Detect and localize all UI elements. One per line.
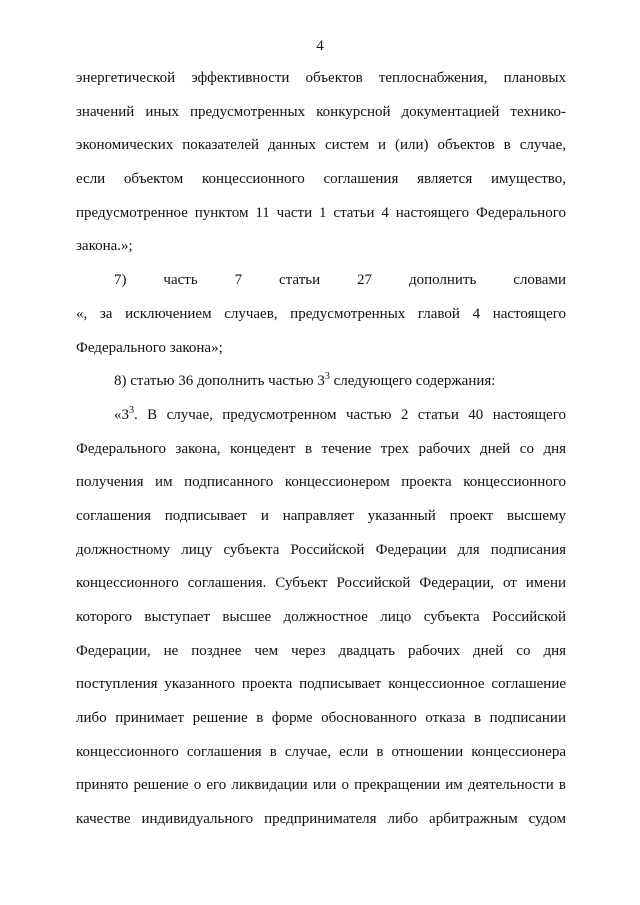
part-3-3-line: концессионного соглашения. Субъект Российской Федерации, от имени (76, 575, 566, 592)
item-8-text: 8) статью 36 дополнить частью 3 (114, 373, 325, 390)
part-3-3-text: . В случае, предусмотренном частью 2 статьи 40 настоящего (134, 406, 566, 423)
item-8-line (76, 365, 566, 399)
paragraph-line: экономических показателей данных систем и (или) объектов в случае, (76, 137, 566, 154)
part-3-3-line: получения им подписанного концессионером проекта концессионного (76, 474, 566, 491)
page-number: 4 (316, 38, 324, 54)
part-3-3-line: должностному лицу субъекта Российской Федерации для подписания (76, 541, 566, 558)
text-block-2 (76, 433, 566, 837)
paragraph-line: предусмотренное пунктом 11 части 1 статьи 4 настоящего Федерального (76, 204, 566, 221)
item-8-superscript: 3 (324, 371, 330, 383)
text-block-1 (76, 62, 566, 365)
paragraph-line: энергетической эффективности объектов теплоснабжения, плановых (76, 70, 566, 86)
part-3-3-first-line (76, 399, 566, 433)
part-3-3-line: Федерации, не позднее чем через двадцать рабочих дней со дня (76, 642, 566, 659)
paragraph-line: «, за исключением случаев, предусмотренных главой 4 настоящего (76, 305, 566, 322)
paragraph-line: если объектом концессионного соглашения является имущество, (76, 171, 566, 188)
part-3-3-line: поступления указанного проекта подписывает концессионное соглашение (76, 676, 566, 693)
paragraph-line: значений иных предусмотренных конкурсной документацией технико- (76, 103, 566, 120)
part-3-3-superscript: 3 (129, 404, 134, 416)
part-3-3-line: которого выступает высшее должностное лицо субъекта Российской (76, 609, 566, 625)
paragraph-line: Федерального закона»; (76, 339, 223, 356)
paragraph-line: 7) часть 7 статьи 27 дополнить словами (114, 272, 566, 289)
part-3-3-line: либо принимает решение в форме обоснованного отказа в подписании (76, 710, 566, 727)
part-3-3-line: принято решение о его ликвидации или о прекращении им деятельности в (76, 777, 566, 794)
part-3-3-line: соглашения подписывает и направляет указанный проект высшему (76, 507, 566, 524)
item-8-text-rest: следующего содержания: (329, 373, 496, 390)
part-3-3-line: концессионного соглашения в случае, если в отношении концессионера (76, 743, 566, 760)
paragraph-line: закона.»; (76, 238, 133, 255)
part-3-3-line: качестве индивидуального предпринимателя либо арбитражным судом (76, 811, 566, 828)
document-body (76, 62, 566, 837)
part-3-3-line: Федерального закона, концедент в течение трех рабочих дней со дня (76, 440, 566, 457)
part-3-3-prefix: «3 (114, 406, 129, 423)
